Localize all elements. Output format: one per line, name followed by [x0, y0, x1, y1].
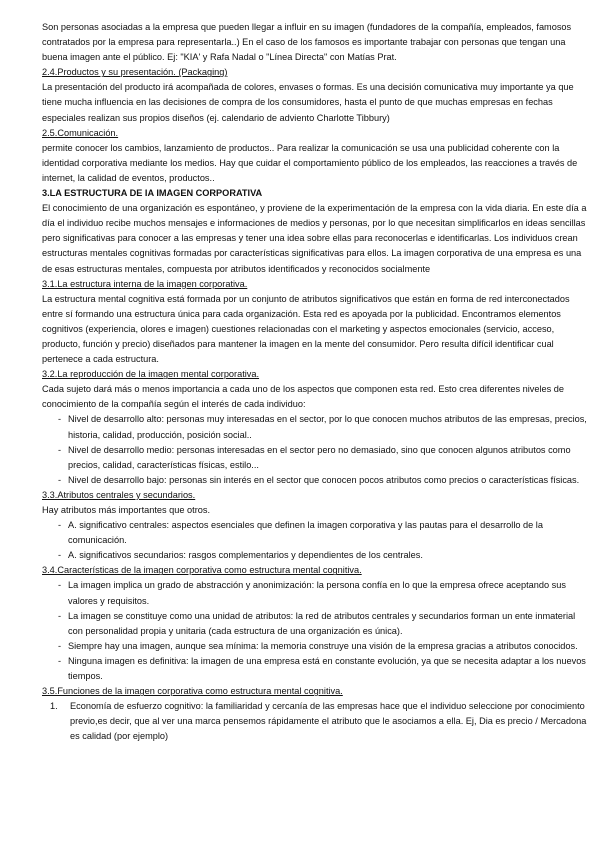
- section-3-3-text: Hay atributos más importantes que otros.: [42, 505, 211, 515]
- section-2-4-heading: 2.4.Productos y su presentación. (Packaging): [42, 67, 228, 78]
- list-number: 1.: [50, 701, 58, 712]
- list-item: - La imagen implica un grado de abstracción y anonimización: la persona confía en lo que la empresa ofrece aceptando sus valores y requisitos.: [58, 578, 588, 608]
- section-3-1-heading: 3.1.La estructura interna de la imagen corporativa.: [42, 278, 248, 289]
- section-2-5-text: permite conocer los cambios, lanzamiento de productos.. Para realizar la comunicación se usa una publicidad coherente con la identidad corporativa mediante los medios. Hay que cuidar el comportamiento público de los empleados, las reacciones a través de internet, la calidad de eventos, productos..: [42, 142, 578, 183]
- section-3-2-list: [42, 412, 588, 487]
- section-3-4-heading: 3.4.Características de la imagen corporativa como estructura mental cognitiva.: [42, 565, 362, 576]
- list-item: - A. significativo centrales: aspectos esenciales que definen la imagen corporativa y las pautas para el desarrollo de la comunicación.: [58, 518, 588, 548]
- section-3-5-heading: 3.5.Funciones de la imagen corporativa como estructura mental cognitiva.: [42, 686, 343, 697]
- list-item: - Ninguna imagen es definitiva: la imagen de una empresa está en constante evolución, ya que se necesita adaptar a los nuevos tiempos.: [58, 654, 588, 684]
- section-3-2-heading: 3.2.La reproducción de la imagen mental corporativa.: [42, 369, 260, 380]
- section-3-2-text: Cada sujeto dará más o menos importancia a cada uno de los aspectos que componen esta red. Esto crea diferentes niveles de conocimiento de la compañía según el interés de cada individuo:: [42, 384, 564, 410]
- section-3-3-list: [42, 518, 588, 563]
- list-item: - Nivel de desarrollo bajo: personas sin interés en el sector que conocen pocos atributos como precios o características físicas.: [58, 473, 588, 488]
- section-3-5-list: [42, 699, 588, 744]
- list-item: - La imagen se constituye como una unidad de atributos: la red de atributos centrales y secundarios forman un ente inmaterial con personalidad propia y unitaria (cada estructura de una organización es única).: [58, 609, 588, 639]
- list-item: - A. significativos secundarios: rasgos complementarios y dependientes de los centrales.: [58, 548, 588, 563]
- section-2-4-text: La presentación del producto irá acompañada de colores, envases o formas. Es una decisión comunicativa muy importante ya que tiene mucha influencia en las decisiones de compra de los consumidores, hasta el punto de que muchas empresas en fechas especiales realizan sus propios diseños (ej. calendario de adviento Charlotte Tibbury): [42, 82, 574, 123]
- section-3-text: El conocimiento de una organización es espontáneo, y proviene de la experimentación de la empresa con la vida diaria. En este día a día el individuo recibe muchos mensajes e informaciones de medios y personas, por lo que necesitan simplificarlos en ideas sencillas pero significativas para conocer a las empresas y tener una idea sobre ellas para reconocerlas e identificarlas. Los individuos crean estructuras mentales cognitivas formadas por características significativas para ellos. La imagen corporativa de una empresa es una de esas estructuras mentales, compuesta por atributos identificados y reconocidos socialmente: [42, 203, 587, 274]
- intro-paragraph: Son personas asociadas a la empresa que pueden llegar a influir en su imagen (fundadores de la compañía, empleados, famosos contratados por la empresa para representarla..) En el caso de los famosos es importante trabajar con personas que tengan una buena imagen ante el público. Ej: "KIA' y Rafa Nadal o "Línea Directa" con Matías Prat.: [42, 22, 572, 63]
- numbered-list-item: [50, 699, 588, 744]
- section-2-5-heading: 2.5.Comunicación.: [42, 127, 119, 138]
- section-3-1-text: La estructura mental cognitiva está formada por un conjunto de atributos significativos que están en forma de red interconectados entre sí formando una estructura única para cada organización. Esta red es apoyada por la publicidad. Encontramos elementos cognitivos (experiencia, olores e imagen) cuestiones relacionadas con el marketing y aspectos emocionales (servicio, acceso, producto, función y precio) diseñados para mantener la imagen en la mente del consumidor. Pero resulta difícil identificar cual pertenece a cada estructura.: [42, 293, 570, 365]
- list-item: - Siempre hay una imagen, aunque sea mínima: la memoria construye una visión de la empresa gracias a atributos conocidos.: [58, 639, 588, 654]
- section-3-3-heading: 3.3.Atributos centrales y secundarios.: [42, 489, 196, 500]
- list-item: - Nivel de desarrollo medio: personas interesadas en el sector pero no demasiado, sino que conocen algunos atributos como precios, calidad, características físicas, estilo...: [58, 443, 588, 473]
- list-item: - Nivel de desarrollo alto: personas muy interesadas en el sector, por lo que conocen muchos atributos de las empresas, precios, historia, calidad, producción, posición social..: [58, 412, 588, 442]
- section-3-4-list: [42, 578, 588, 684]
- section-3-heading: 3.LA ESTRUCTURA DE IA IMAGEN CORPORATIVA: [42, 188, 263, 199]
- list-item-text: Economía de esfuerzo cognitivo: la familiaridad y cercanía de las empresas hace que el individuo seleccione por conocimiento previo,es decir, que al ver una marca pensemos rápidamente el atributo que le asociamos a ella. Ej, Dia es precio / Mercadona es calidad (por ejemplo): [70, 701, 587, 742]
